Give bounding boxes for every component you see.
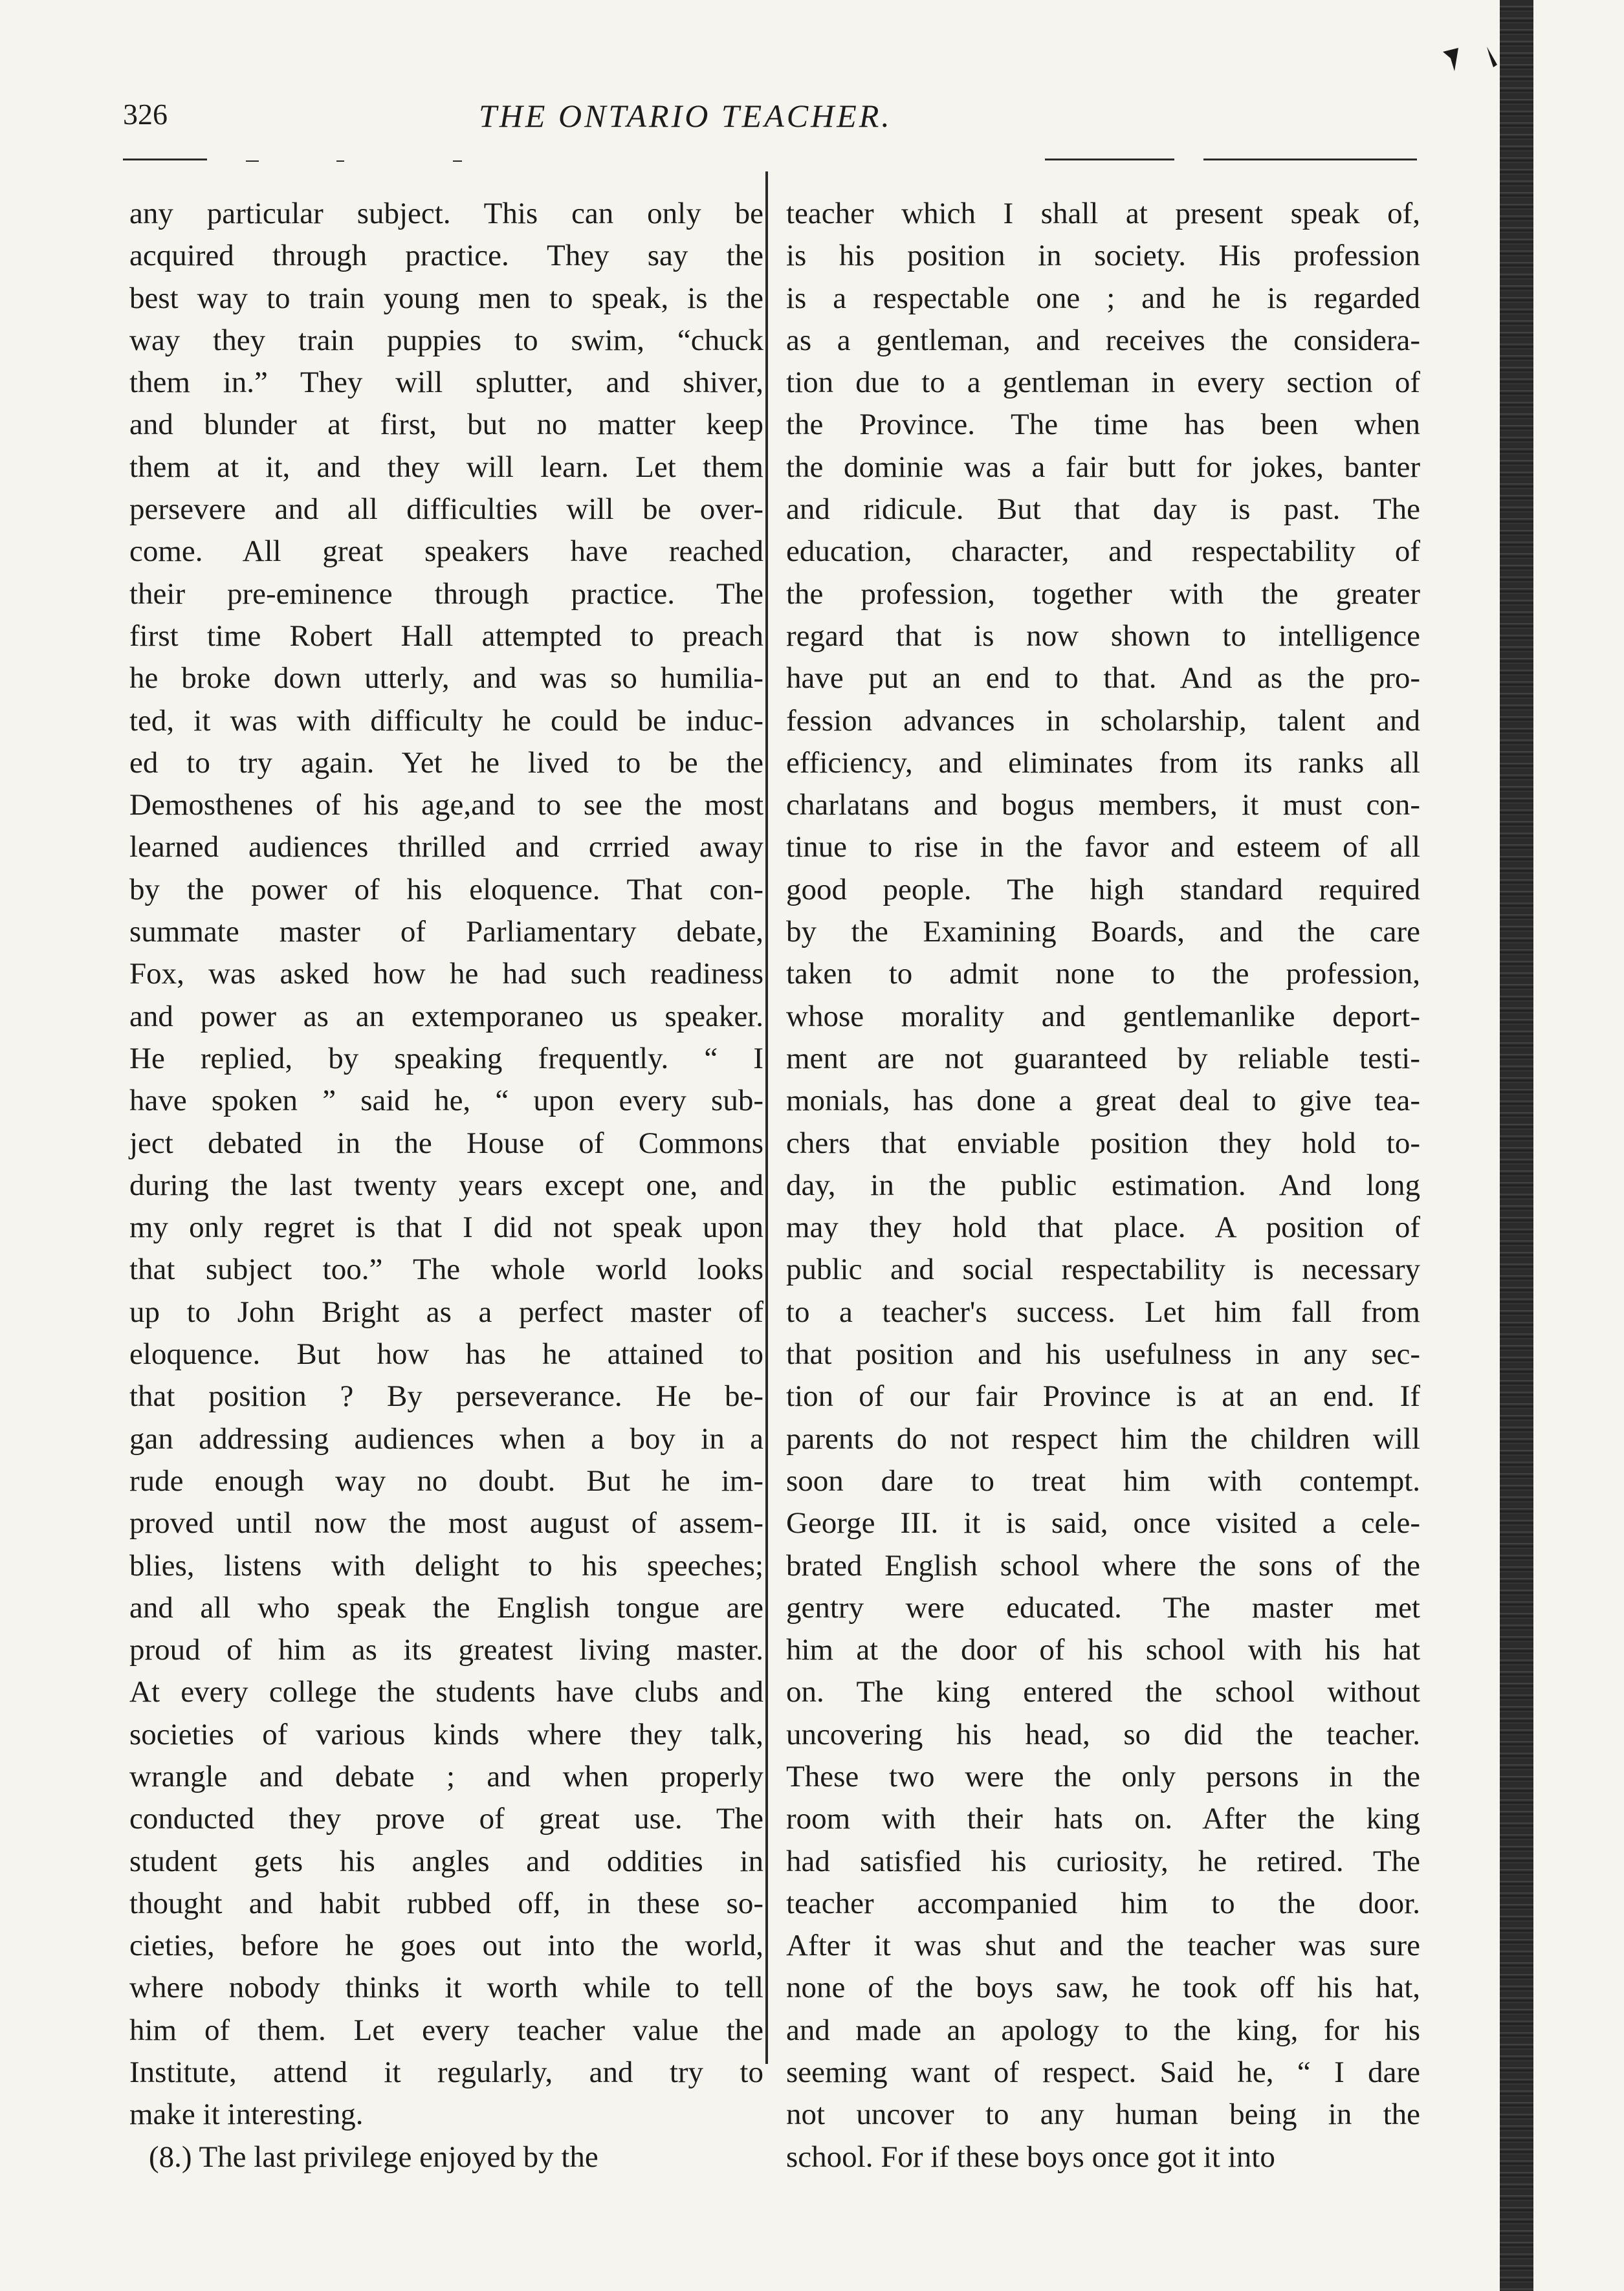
- text-line: acquired through practice. They say the: [129, 239, 763, 273]
- text-line: to a teacher's success. Let him fall from: [786, 1295, 1420, 1329]
- header-rule: [123, 159, 207, 160]
- text-line: tion of our fair Province is at an end. If: [786, 1379, 1420, 1414]
- text-line: George III. it is said, once visited a cele-: [786, 1506, 1420, 1540]
- header-rule: [336, 160, 344, 162]
- text-line: come. All great speakers have reached: [129, 534, 763, 569]
- text-line: none of the boys saw, he took off his hat,: [786, 1971, 1420, 2005]
- text-line: rude enough way no doubt. But he im-: [129, 1463, 763, 1498]
- text-line: up to John Bright as a perfect master of: [129, 1295, 763, 1329]
- text-line: brated English school where the sons of the: [786, 1548, 1420, 1583]
- text-line: my only regret is that I did not speak upon: [129, 1211, 763, 1245]
- text-line: him at the door of his school with his hat: [786, 1633, 1420, 1667]
- text-line: make it interesting.: [129, 2098, 364, 2132]
- text-line: eloquence. But how has he attained to: [129, 1337, 763, 1372]
- text-line: best way to train young men to speak, is the: [129, 281, 763, 315]
- text-line: any particular subject. This can only be: [129, 197, 763, 230]
- header-rule: [246, 160, 259, 162]
- text-line: education, character, and respectability of: [786, 534, 1420, 569]
- text-line: the Province. The time has been when: [786, 408, 1420, 442]
- header-rule: [1203, 159, 1417, 160]
- text-line: seeming want of respect. Said he, “ I dare: [786, 2055, 1420, 2090]
- text-line: that position and his usefulness in any sec-: [786, 1337, 1420, 1372]
- text-line: teacher which I shall at present speak of,: [786, 197, 1420, 230]
- header-rule: [453, 160, 462, 162]
- text-line: societies of various kinds where they talk,: [129, 1717, 763, 1751]
- text-line: ted, it was with difficulty he could be induc-: [129, 703, 763, 738]
- text-line: blies, listens with delight to his speeches;: [129, 1548, 763, 1583]
- text-line: during the last twenty years except one, and: [129, 1168, 763, 1202]
- text-line: ed to try again. Yet he lived to be the: [129, 745, 763, 780]
- text-line: that position ? By perseverance. He be-: [129, 1379, 763, 1414]
- page-number: 326: [123, 98, 168, 131]
- text-line: the profession, together with the greater: [786, 576, 1420, 611]
- text-line: student gets his angles and oddities in: [129, 1844, 763, 1878]
- text-line: ment are not guaranteed by reliable testi-: [786, 1041, 1420, 1075]
- text-line: and power as an extemporaneo us speaker.: [129, 999, 763, 1033]
- text-line: them in.” They will splutter, and shiver,: [129, 366, 763, 400]
- text-line: conducted they prove of great use. The: [129, 1802, 763, 1836]
- text-line: proud of him as its greatest living master.: [129, 1633, 763, 1667]
- text-line: is his position in society. His profession: [786, 239, 1420, 273]
- text-line: not uncover to any human being in the: [786, 2098, 1420, 2132]
- text-line: tinue to rise in the favor and esteem of all: [786, 830, 1420, 864]
- text-line: soon dare to treat him with contempt.: [786, 1463, 1420, 1498]
- text-line: thought and habit rubbed off, in these so-: [129, 1886, 763, 1920]
- text-line: gentry were educated. The master met: [786, 1590, 1420, 1625]
- text-line: cieties, before he goes out into the world,: [129, 1929, 763, 1963]
- text-line: efficiency, and eliminates from its ranks all: [786, 745, 1420, 780]
- left-column: [129, 193, 763, 2178]
- text-line: room with their hats on. After the king: [786, 1802, 1420, 1836]
- text-line: and ridicule. But that day is past. The: [786, 492, 1420, 527]
- text-line: wrangle and debate ; and when properly: [129, 1759, 763, 1793]
- text-line: These two were the only persons in the: [786, 1759, 1420, 1793]
- text-line: where nobody thinks it worth while to tell: [129, 1971, 763, 2005]
- text-line: fession advances in scholarship, talent and: [786, 703, 1420, 738]
- text-line: He replied, by speaking frequently. “ I: [129, 1041, 763, 1075]
- text-line: teacher accompanied him to the door.: [786, 1886, 1420, 1920]
- text-line: and made an apology to the king, for his: [786, 2013, 1420, 2047]
- text-line: After it was shut and the teacher was sure: [786, 1929, 1420, 1963]
- text-line: is a respectable one ; and he is regarded: [786, 281, 1420, 315]
- text-line: as a gentleman, and receives the considera-: [786, 323, 1420, 357]
- text-line: and blunder at first, but no matter keep: [129, 408, 763, 442]
- text-line: monials, has done a great deal to give tea-: [786, 1084, 1420, 1118]
- text-line: parents do not respect him the children will: [786, 1421, 1420, 1456]
- text-line: taken to admit none to the profession,: [786, 957, 1420, 991]
- text-line: them at it, and they will learn. Let them: [129, 450, 763, 484]
- text-line: on. The king entered the school without: [786, 1675, 1420, 1709]
- text-line: chers that enviable position they hold to-: [786, 1126, 1420, 1160]
- text-line: uncovering his head, so did the teacher.: [786, 1717, 1420, 1751]
- text-line: persevere and all difficulties will be over-: [129, 492, 763, 527]
- running-title: THE ONTARIO TEACHER.: [479, 98, 892, 134]
- scanned-page-edge: [1500, 0, 1533, 2291]
- header-rule: [1045, 159, 1174, 160]
- text-line: (8.) The last privilege enjoyed by the: [149, 2140, 598, 2174]
- column-divider: [765, 171, 768, 2064]
- text-line: tion due to a gentleman in every section of: [786, 366, 1420, 400]
- text-line: have put an end to that. And as the pro-: [786, 661, 1420, 696]
- margin-ink-marks: [1442, 45, 1500, 123]
- text-line: by the Examining Boards, and the care: [786, 915, 1420, 949]
- text-line: charlatans and bogus members, it must con-: [786, 788, 1420, 822]
- text-line: good people. The high standard required: [786, 872, 1420, 906]
- text-line: public and social respectability is necessary: [786, 1253, 1420, 1287]
- text-line: whose morality and gentlemanlike deport-: [786, 999, 1420, 1033]
- text-line: Demosthenes of his age,and to see the most: [129, 788, 763, 822]
- right-column: [786, 193, 1420, 2178]
- text-line: may they hold that place. A position of: [786, 1211, 1420, 1245]
- text-line: had satisfied his curiosity, he retired. The: [786, 1844, 1420, 1878]
- text-line: summate master of Parliamentary debate,: [129, 915, 763, 949]
- text-line: him of them. Let every teacher value the: [129, 2013, 763, 2047]
- text-line: gan addressing audiences when a boy in a: [129, 1421, 763, 1456]
- text-line: way they train puppies to swim, “chuck: [129, 323, 763, 357]
- text-line: regard that is now shown to intelligence: [786, 619, 1420, 653]
- text-line: the dominie was a fair butt for jokes, banter: [786, 450, 1420, 484]
- text-line: learned audiences thrilled and crrried away: [129, 830, 763, 864]
- text-line: ject debated in the House of Commons: [129, 1126, 763, 1160]
- text-line: At every college the students have clubs and: [129, 1675, 763, 1709]
- text-line: day, in the public estimation. And long: [786, 1168, 1420, 1202]
- text-line: by the power of his eloquence. That con-: [129, 872, 763, 906]
- text-line: school. For if these boys once got it into: [786, 2140, 1275, 2174]
- text-line: Fox, was asked how he had such readiness: [129, 957, 763, 991]
- text-line: first time Robert Hall attempted to preach: [129, 619, 763, 653]
- text-line: that subject too.” The whole world looks: [129, 1253, 763, 1287]
- text-line: their pre-eminence through practice. The: [129, 576, 763, 611]
- text-line: Institute, attend it regularly, and try to: [129, 2055, 763, 2090]
- text-line: he broke down utterly, and was so humilia-: [129, 661, 763, 696]
- text-line: have spoken ” said he, “ upon every sub-: [129, 1084, 763, 1118]
- text-line: proved until now the most august of assem-: [129, 1506, 763, 1540]
- text-line: and all who speak the English tongue are: [129, 1590, 763, 1625]
